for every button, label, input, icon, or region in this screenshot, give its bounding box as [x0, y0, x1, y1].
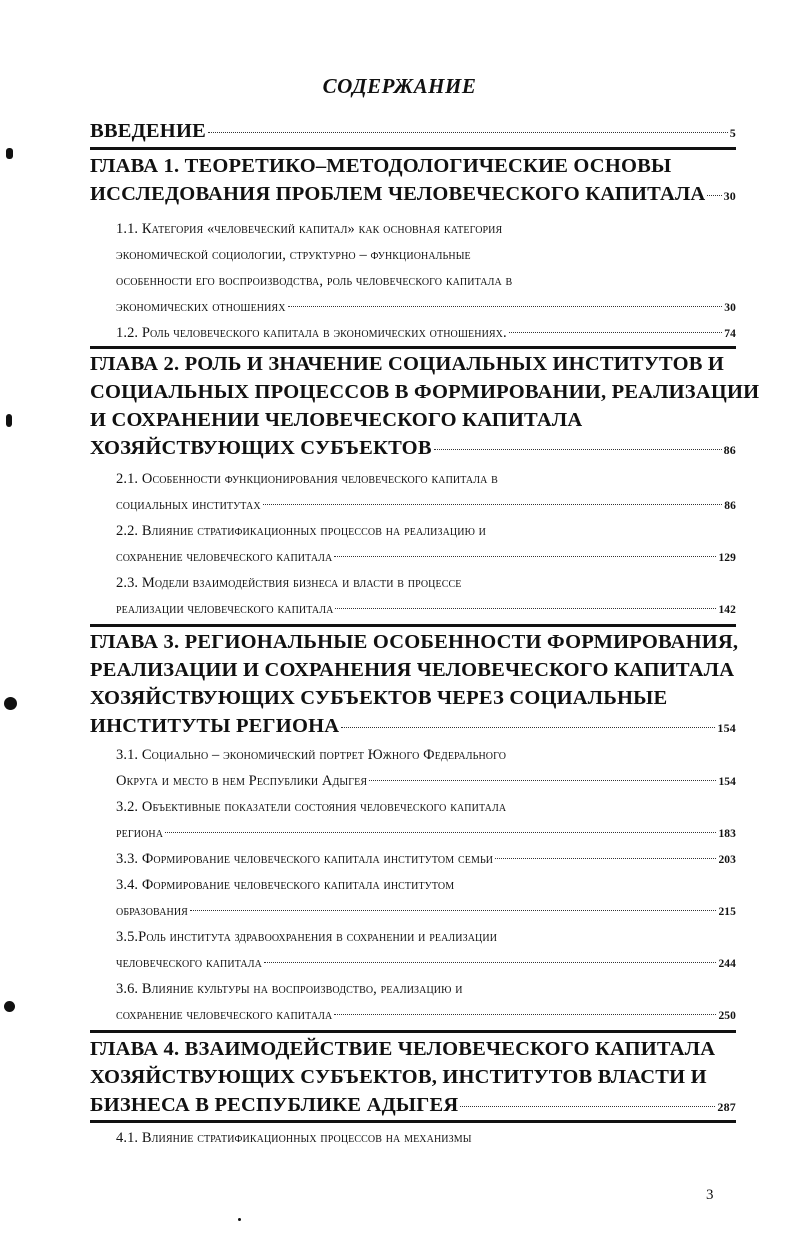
separator	[90, 346, 736, 349]
leader-dots	[264, 962, 717, 963]
leader-dots	[369, 780, 716, 781]
chapter-page: 30	[723, 189, 736, 203]
section-page: 74	[724, 328, 736, 340]
toc-chapter-4[interactable]	[90, 1035, 736, 1121]
chapter-line: БИЗНЕСА В РЕСПУБЛИКЕ АДЫГЕЯ	[90, 1094, 459, 1116]
chapter-line: ГЛАВА 2. РОЛЬ И ЗНАЧЕНИЕ СОЦИАЛЬНЫХ ИНСТИТУТОВ И	[90, 353, 725, 375]
section-line: 3.4. Формирование человеческого капитала институтом	[116, 877, 455, 893]
separator	[90, 147, 736, 150]
toc-section-3-3[interactable]	[116, 846, 736, 873]
section-line: реализации человеческого капитала	[116, 601, 334, 617]
leader-dots	[509, 332, 723, 333]
chapter-line: И СОХРАНЕНИИ ЧЕЛОВЕЧЕСКОГО КАПИТАЛА	[90, 409, 583, 431]
section-page: 86	[724, 500, 736, 512]
toc-section-3-6[interactable]	[116, 976, 736, 1029]
toc-section-3-1[interactable]	[116, 742, 736, 795]
section-line: 1.1. Категория «человеческий капитал» как основная категория	[116, 221, 503, 237]
section-line: региона	[116, 825, 164, 841]
chapter-line: ИССЛЕДОВАНИЯ ПРОБЛЕМ ЧЕЛОВЕЧЕСКОГО КАПИТАЛА	[90, 183, 706, 205]
section-line: 3.1. Социально – экономический портрет Южного Федерального	[116, 747, 507, 763]
section-page: 142	[718, 604, 736, 616]
toc-section-1-2[interactable]	[116, 320, 736, 347]
toc-intro[interactable]	[90, 117, 736, 147]
leader-dots	[434, 449, 722, 450]
toc-chapter-2[interactable]	[90, 350, 760, 464]
section-line: экономических отношениях	[116, 299, 286, 315]
section-page: 244	[718, 958, 736, 970]
leader-dots	[341, 727, 715, 728]
toc-section-3-4[interactable]	[116, 872, 736, 925]
leader-dots	[707, 195, 721, 196]
section-line: особенности его воспроизводства, роль человеческого капитала в	[116, 273, 513, 289]
section-line: сохранение человеческого капитала	[116, 549, 333, 565]
section-page: 129	[718, 552, 736, 564]
section-line: 1.2. Роль человеческого капитала в экономических отношениях.	[116, 325, 507, 341]
toc-section-2-1[interactable]	[116, 466, 736, 519]
chapter-page: 287	[717, 1100, 736, 1114]
leader-dots	[288, 306, 723, 307]
chapter-line: ХОЗЯЙСТВУЮЩИХ СУБЪЕКТОВ	[90, 437, 432, 459]
toc-section-4-1[interactable]	[116, 1125, 736, 1151]
section-line: 3.5.Роль института здравоохранения в сохранении и реализации	[116, 929, 498, 945]
section-page: 183	[718, 828, 736, 840]
section-line: социальных институтах	[116, 497, 261, 513]
toc-chapter-1[interactable]	[90, 152, 736, 210]
section-line: 4.1. Влияние стратификационных процессов на механизмы	[116, 1130, 472, 1146]
scan-mark	[4, 697, 17, 710]
toc-section-2-2[interactable]	[116, 518, 736, 571]
section-line: 3.2. Объективные показатели состояния человеческого капитала	[116, 799, 507, 815]
section-line: 3.3. Формирование человеческого капитала институтом семьи	[116, 851, 494, 867]
chapter-line: ХОЗЯЙСТВУЮЩИХ СУБЪЕКТОВ ЧЕРЕЗ СОЦИАЛЬНЫЕ	[90, 687, 668, 709]
section-line: 2.2. Влияние стратификационных процессов на реализацию и	[116, 523, 486, 539]
section-page: 203	[718, 854, 736, 866]
section-line: 2.1. Особенности функционирования человеческого капитала в	[116, 471, 498, 487]
leader-dots	[460, 1106, 715, 1107]
section-line: человеческого капитала	[116, 955, 262, 971]
section-page: 154	[718, 776, 736, 788]
toc-section-3-5[interactable]	[116, 924, 736, 977]
section-line: экономической социологии, структурно – функциональные	[116, 247, 471, 263]
leader-dots	[334, 556, 716, 557]
toc-section-3-2[interactable]	[116, 794, 736, 847]
leader-dots	[495, 858, 716, 859]
separator	[90, 624, 736, 627]
toc-section-1-1[interactable]	[116, 216, 736, 321]
section-line: 3.6. Влияние культуры на воспроизводство, реализацию и	[116, 981, 463, 997]
section-line: Округа и место в нем Республики Адыгея	[116, 773, 368, 789]
chapter-line: РЕАЛИЗАЦИИ И СОХРАНЕНИЯ ЧЕЛОВЕЧЕСКОГО КАПИТАЛА	[90, 659, 735, 681]
page-number: 3	[706, 1187, 714, 1203]
leader-dots	[165, 832, 716, 833]
toc-chapter-3[interactable]	[90, 628, 739, 742]
section-line: сохранение человеческого капитала	[116, 1007, 333, 1023]
section-page: 215	[718, 906, 736, 918]
leader-dots	[334, 1014, 716, 1015]
toc-intro-label: ВВЕДЕНИЕ	[90, 120, 206, 142]
scan-mark	[6, 414, 12, 427]
scan-mark	[238, 1218, 241, 1221]
scan-mark	[4, 1001, 15, 1012]
chapter-line: ИНСТИТУТЫ РЕГИОНА	[90, 715, 340, 737]
toc-intro-page: 5	[729, 126, 736, 140]
page-title: СОДЕРЖАНИЕ	[322, 74, 477, 98]
scan-mark	[6, 148, 13, 159]
separator	[90, 1030, 736, 1033]
leader-dots	[190, 910, 717, 911]
leader-dots	[335, 608, 716, 609]
chapter-line: ХОЗЯЙСТВУЮЩИХ СУБЪЕКТОВ, ИНСТИТУТОВ ВЛАСТИ И	[90, 1066, 707, 1088]
chapter-line: СОЦИАЛЬНЫХ ПРОЦЕССОВ В ФОРМИРОВАНИИ, РЕАЛИЗАЦИИ	[90, 381, 760, 403]
leader-dots	[263, 504, 723, 505]
chapter-page: 154	[717, 721, 736, 735]
chapter-line: ГЛАВА 3. РЕГИОНАЛЬНЫЕ ОСОБЕННОСТИ ФОРМИРОВАНИЯ,	[90, 631, 739, 653]
chapter-page: 86	[723, 443, 736, 457]
section-line: образования	[116, 903, 188, 919]
section-page: 30	[724, 302, 736, 314]
section-line: 2.3. Модели взаимодействия бизнеса и власти в процессе	[116, 575, 462, 591]
chapter-line: ГЛАВА 4. ВЗАИМОДЕЙСТВИЕ ЧЕЛОВЕЧЕСКОГО КАПИТАЛА	[90, 1038, 716, 1060]
toc-section-2-3[interactable]	[116, 570, 736, 623]
section-page: 250	[718, 1010, 736, 1022]
chapter-line: ГЛАВА 1. ТЕОРЕТИКО–МЕТОДОЛОГИЧЕСКИЕ ОСНОВЫ	[90, 155, 672, 177]
leader-dots	[208, 132, 728, 133]
separator	[90, 1120, 736, 1123]
